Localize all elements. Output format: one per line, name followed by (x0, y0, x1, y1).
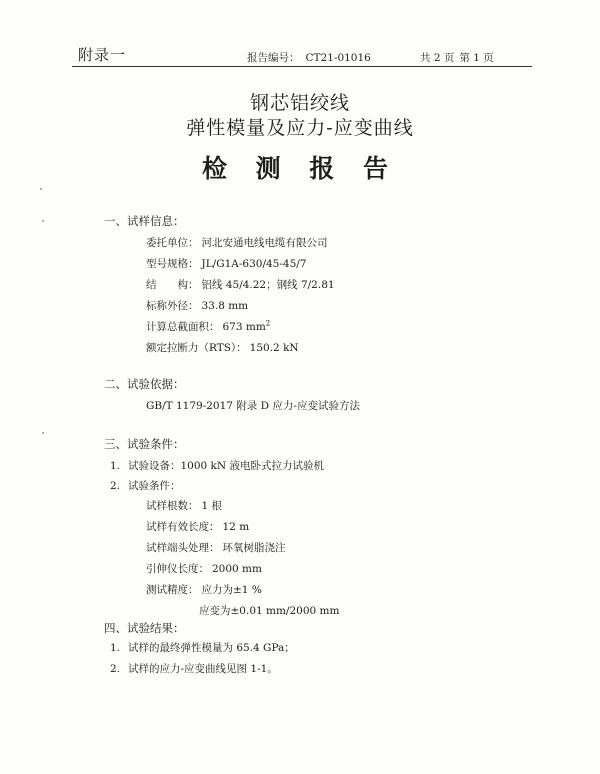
area-label: 计算总截面积： (146, 321, 220, 333)
structure-label: 结 构： (146, 279, 199, 291)
area-value: 673 mm (222, 321, 266, 333)
section-sample-info-heading: 一、试样信息： (104, 214, 185, 228)
equipment-text: 试验设备：1000 kN 液电卧式拉力试验机 (128, 460, 324, 472)
structure-value: 铝线 45/4.22；钢线 7/2.81 (201, 279, 335, 291)
report-number-label: 报告编号： (247, 52, 300, 64)
section-conditions-heading: 三、试验条件： (104, 437, 185, 451)
diameter-value: 33.8 mm (201, 300, 249, 312)
scan-speck (42, 432, 44, 434)
sample-length-value: 12 m (222, 521, 250, 533)
total-pages: 共 2 页 (420, 52, 455, 64)
test-conditions-label: 试验条件： (128, 480, 181, 492)
diameter-row (146, 298, 248, 313)
area-unit-superscript: 2 (265, 319, 271, 328)
extensometer-value: 2000 mm (212, 563, 262, 575)
section-results-heading: 四、试验结果： (104, 621, 185, 635)
model-label: 型号规格： (146, 258, 199, 270)
title-line-1: 钢芯铝绞线 (249, 92, 350, 114)
item-number: 1. (110, 460, 121, 472)
precision-label: 测试精度： (146, 584, 199, 596)
page-header (0, 0, 600, 70)
extensometer-label: 引伸仪长度： (146, 563, 209, 575)
end-treatment-row (146, 540, 286, 555)
sample-count-value: 1 根 (201, 500, 223, 512)
rts-row (146, 340, 299, 355)
end-treatment-value: 环氧树脂浇注 (222, 542, 286, 554)
curve-reference: 试样的应力-应变曲线见图 1-1。 (128, 663, 278, 675)
header-divider (72, 66, 532, 67)
report-number (247, 50, 371, 65)
area-row (146, 319, 270, 334)
strain-precision: 应变为±0.01 mm/2000 mm (199, 605, 340, 617)
item-number: 2. (110, 480, 121, 492)
model-row (146, 256, 307, 271)
precision-row (146, 582, 262, 597)
rts-value: 150.2 kN (249, 342, 299, 354)
sample-count-row (146, 498, 222, 513)
end-treatment-label: 试样端头处理： (146, 542, 220, 554)
scan-speck (40, 188, 42, 190)
client-value: 河北安通电线电缆有限公司 (201, 237, 328, 249)
sample-count-label: 试样根数： (146, 500, 199, 512)
results-item-1 (110, 640, 295, 655)
client-row (146, 235, 328, 250)
conditions-item-2 (110, 478, 181, 493)
appendix-label: 附录一 (78, 46, 127, 64)
structure-row (146, 277, 335, 292)
item-number: 2. (110, 663, 121, 675)
page-count (420, 50, 499, 65)
client-label: 委托单位： (146, 237, 199, 249)
model-value: JL/G1A-630/45-45/7 (201, 258, 307, 270)
standard-text: GB/T 1179-2017 附录 D 应力-应变试验方法 (146, 400, 360, 412)
report-number-value: CT21-01016 (305, 52, 371, 64)
section-basis-heading: 二、试验依据： (104, 377, 185, 391)
title-line-2: 弹性模量及应力-应变曲线 (186, 117, 414, 139)
item-number: 1. (110, 642, 121, 654)
sample-length-row (146, 519, 249, 534)
extensometer-row (146, 561, 262, 576)
results-item-2 (110, 661, 278, 676)
stress-precision: 应力为±1 % (201, 584, 262, 596)
sample-length-label: 试样有效长度： (146, 521, 220, 533)
modulus-result: 试样的最终弹性模量为 65.4 GPa； (128, 642, 295, 654)
current-page: 第 1 页 (459, 52, 494, 64)
report-title: 检 测 报 告 (201, 154, 399, 183)
rts-label: 额定拉断力（RTS）： (146, 342, 247, 354)
diameter-label: 标称外径： (146, 300, 199, 312)
scan-speck (42, 220, 44, 222)
conditions-item-1 (110, 458, 324, 473)
